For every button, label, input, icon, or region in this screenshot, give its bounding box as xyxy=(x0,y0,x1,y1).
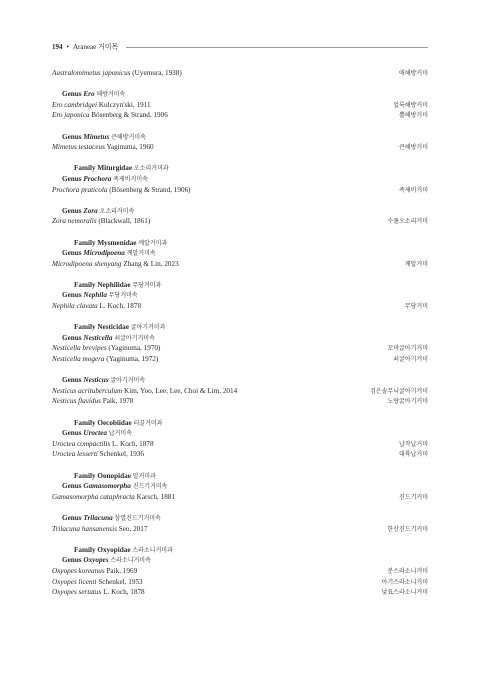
family-heading xyxy=(52,322,428,333)
family-label: Family xyxy=(74,545,96,554)
family-heading xyxy=(52,471,428,482)
species-author: Seo, 2017 xyxy=(118,524,148,533)
family-name: Nesticidae xyxy=(97,323,129,332)
genus-label: Genus xyxy=(62,206,82,215)
species-entry xyxy=(52,343,428,354)
genus-label: Genus xyxy=(62,174,82,183)
korean-name: 족제비거미 xyxy=(399,186,428,194)
genus-korean-name: 오소리거미속 xyxy=(99,207,135,215)
species-entry xyxy=(52,492,428,503)
species-citation xyxy=(52,588,145,596)
genus-korean-name: 무당거미속 xyxy=(108,292,138,300)
species-name: Oxyopes licenti xyxy=(52,577,97,586)
genus-label: Genus xyxy=(62,132,82,141)
family-korean-name: 오소리거미과 xyxy=(133,165,169,173)
species-entry xyxy=(52,396,428,407)
species-name: Ero japonica xyxy=(52,111,90,120)
genus-heading xyxy=(52,513,428,524)
genus-heading xyxy=(52,481,428,492)
species-author: Kulczyn'ski, 1911 xyxy=(98,100,151,109)
species-name: Oxyopes sertatus xyxy=(52,588,102,597)
genus-name: Zora xyxy=(83,206,98,215)
species-author: Bösenberg & Strand, 1906 xyxy=(91,111,168,120)
species-name: Mimetus testaceus xyxy=(52,143,105,152)
entry-spacer xyxy=(52,365,428,376)
species-name: Australomimetus japonicus xyxy=(52,69,131,77)
korean-name: 뿔해방거미 xyxy=(399,112,428,120)
species-citation xyxy=(52,493,175,501)
species-name: Nephila clavata xyxy=(52,302,98,311)
species-author: Paik, 1978 xyxy=(102,397,134,406)
genus-name: Mimetus xyxy=(83,132,110,141)
species-author: Schenkel, 1936 xyxy=(99,450,144,459)
species-citation xyxy=(52,397,133,405)
family-korean-name: 깨알거미과 xyxy=(138,239,168,247)
genus-korean-name: 스라소니거미속 xyxy=(110,557,151,565)
family-korean-name: 굴아기거미과 xyxy=(130,324,166,332)
page-header xyxy=(52,41,428,53)
species-citation xyxy=(52,344,160,352)
genus-heading xyxy=(52,89,428,100)
genus-label: Genus xyxy=(62,90,82,99)
genus-heading xyxy=(52,206,428,217)
family-name: Miturgidae xyxy=(97,164,133,173)
species-author: L. Koch, 1878 xyxy=(103,588,145,597)
genus-name: Nesticus xyxy=(83,376,109,385)
species-author: (Yaginuma, 1970) xyxy=(108,344,161,353)
entry-spacer xyxy=(52,227,428,238)
genus-label: Genus xyxy=(62,291,82,300)
species-entry xyxy=(52,185,428,196)
species-citation xyxy=(52,111,168,119)
korean-name: 대륙납거미 xyxy=(399,451,428,459)
species-author: Schenkel, 1953 xyxy=(98,577,143,586)
header-rule xyxy=(126,47,428,48)
entry-spacer xyxy=(52,195,428,206)
korean-name: 깨알거미 xyxy=(404,260,428,268)
genus-label: Genus xyxy=(62,333,82,342)
family-name: Mysmenidae xyxy=(97,238,137,247)
korean-name: 진드기거미 xyxy=(399,493,428,501)
genus-label: Genus xyxy=(62,376,82,385)
genus-heading xyxy=(52,555,428,566)
family-label: Family xyxy=(74,471,96,480)
korean-name: 수풀오소리거미 xyxy=(387,218,428,226)
korean-name: 아기스라소니거미 xyxy=(381,578,428,586)
korean-name: 꼬마굴아기거미 xyxy=(387,345,428,353)
species-entry xyxy=(52,110,428,121)
species-citation xyxy=(52,69,182,77)
family-korean-name: 스라소니거미과 xyxy=(132,546,173,554)
genus-heading xyxy=(52,428,428,439)
species-entry xyxy=(52,142,428,153)
family-name: Nephilidae xyxy=(97,280,131,289)
genus-korean-name: 해방거미속 xyxy=(96,91,126,99)
genus-korean-name: 큰해방거미속 xyxy=(111,133,146,141)
species-author: Karsch, 1881 xyxy=(136,492,175,501)
species-author: Yaginuma, 1960 xyxy=(106,143,154,152)
species-entry xyxy=(52,587,428,598)
entry-spacer xyxy=(52,79,428,90)
entry-spacer xyxy=(52,121,428,132)
species-name: Nesticella mogera xyxy=(52,355,105,364)
genus-name: Prochora xyxy=(83,174,112,183)
korean-name: 애해방거미 xyxy=(399,70,428,77)
species-name: Nesticella brevipes xyxy=(52,344,107,353)
entry-spacer xyxy=(52,460,428,471)
species-author: (Yaginuma, 1972) xyxy=(106,355,159,364)
entry-spacer xyxy=(52,153,428,164)
genus-heading xyxy=(52,248,428,259)
species-entry xyxy=(52,577,428,588)
genus-label: Genus xyxy=(62,556,82,565)
species-name: Gamasomorpha cataphracta xyxy=(52,492,135,501)
korean-name: 한산진드기거미 xyxy=(387,525,428,533)
species-name: Nesticus acrituberculum xyxy=(52,386,123,395)
korean-name: 큰해방거미 xyxy=(399,144,428,152)
family-heading xyxy=(52,238,428,249)
entry-spacer xyxy=(52,407,428,418)
species-entry xyxy=(52,386,428,397)
species-author: L. Koch, 1878 xyxy=(112,439,154,448)
species-entry xyxy=(52,301,428,312)
species-name: Ero cambridgei xyxy=(52,100,98,109)
family-label: Family xyxy=(74,280,96,289)
species-name: Uroctea compactilis xyxy=(52,439,111,448)
family-korean-name: 알거미과 xyxy=(132,472,156,480)
species-citation xyxy=(52,143,154,151)
genus-heading xyxy=(52,375,428,386)
species-author: (Blackwall, 1861) xyxy=(98,217,151,226)
family-heading xyxy=(52,418,428,429)
genus-label: Genus xyxy=(62,513,82,522)
genus-name: Gamasomorpha xyxy=(83,482,131,491)
species-name: Nesticus flavidus xyxy=(52,397,101,406)
species-name: Trilacuna hansanensis xyxy=(52,524,117,533)
species-author: Kim, Yoo, Lee, Lee, Choi & Lim, 2014 xyxy=(124,386,238,395)
running-title: Araneae 거미목 xyxy=(72,43,119,51)
genus-name: Nephila xyxy=(83,291,107,300)
korean-name: 무당거미 xyxy=(404,303,428,311)
family-name: Oxyopidae xyxy=(97,545,131,554)
species-citation xyxy=(52,450,144,458)
species-citation xyxy=(52,217,150,225)
species-citation xyxy=(52,101,151,109)
species-citation xyxy=(52,355,158,363)
family-label: Family xyxy=(74,238,96,247)
genus-korean-name: 납거미속 xyxy=(108,430,132,438)
page-number: 194 xyxy=(52,43,63,51)
genus-korean-name: 깨알거미속 xyxy=(126,250,156,258)
family-name: Oonopidae xyxy=(97,471,131,480)
genus-korean-name: 삼열진드기거미속 xyxy=(114,514,161,522)
species-name: Microdipoena shenyang xyxy=(52,259,122,268)
species-entry xyxy=(52,259,428,270)
species-citation xyxy=(52,440,154,448)
genus-korean-name: 쇠굴아기거미속 xyxy=(114,334,155,342)
genus-name: Microdipoena xyxy=(83,249,125,258)
species-citation xyxy=(52,260,179,268)
genus-korean-name: 족제비거미속 xyxy=(113,175,148,183)
genus-korean-name: 굴아기거미속 xyxy=(110,377,146,385)
family-label: Family xyxy=(74,164,96,173)
genus-heading xyxy=(52,333,428,344)
family-heading xyxy=(52,280,428,291)
family-heading xyxy=(52,545,428,556)
korean-name: 쇠굴아기거미 xyxy=(393,356,428,364)
species-author: (Bösenberg & Strand, 1906) xyxy=(109,185,191,194)
species-entry xyxy=(52,439,428,450)
genus-korean-name: 진드기거미속 xyxy=(132,483,168,491)
species-entry xyxy=(52,68,428,79)
entry-spacer xyxy=(52,502,428,513)
species-name: Prochora praticola xyxy=(52,185,108,194)
korean-name: 얼룩해방거미 xyxy=(393,101,428,109)
species-citation xyxy=(52,186,191,194)
species-entry xyxy=(52,449,428,460)
species-entry xyxy=(52,566,428,577)
genus-heading xyxy=(52,290,428,301)
species-name: Oxyopes koreanus xyxy=(52,566,105,575)
species-entry xyxy=(52,524,428,535)
species-author: (Uyemura, 1938) xyxy=(132,69,182,77)
family-heading xyxy=(52,163,428,174)
korean-name: 납작납거미 xyxy=(399,440,428,448)
genus-name: Uroctea xyxy=(83,429,107,438)
genus-name: Nesticella xyxy=(83,333,113,342)
species-entry xyxy=(52,100,428,111)
species-entry xyxy=(52,354,428,365)
header-separator: • xyxy=(66,43,69,51)
family-korean-name: 티끌거미과 xyxy=(133,419,163,427)
entry-spacer xyxy=(52,312,428,323)
genus-heading xyxy=(52,174,428,185)
species-citation xyxy=(52,525,147,533)
species-author: Zhang & Lin, 2023 xyxy=(123,259,179,268)
taxon-list xyxy=(52,68,428,598)
genus-name: Trilacuna xyxy=(83,513,113,522)
species-citation xyxy=(52,387,237,395)
species-name: Zora nemoralis xyxy=(52,217,97,226)
family-name: Oecobiidae xyxy=(97,418,132,427)
family-korean-name: 무당거미과 xyxy=(132,281,162,289)
species-entry xyxy=(52,216,428,227)
species-citation xyxy=(52,567,137,575)
species-author: L. Koch, 1878 xyxy=(99,302,142,311)
genus-name: Ero xyxy=(83,90,95,99)
genus-label: Genus xyxy=(62,249,82,258)
species-author: Paik, 1969 xyxy=(106,566,138,575)
family-label: Family xyxy=(74,418,96,427)
genus-label: Genus xyxy=(62,429,82,438)
family-label: Family xyxy=(74,323,96,332)
species-citation xyxy=(52,578,143,586)
species-citation xyxy=(52,302,141,310)
korean-name: 노랑굴아기거미 xyxy=(387,398,428,406)
korean-name: 분스라소니거미 xyxy=(387,567,428,575)
entry-spacer xyxy=(52,269,428,280)
genus-name: Oxyopes xyxy=(83,556,109,565)
entry-spacer xyxy=(52,534,428,545)
genus-heading xyxy=(52,132,428,143)
genus-label: Genus xyxy=(62,482,82,491)
species-name: Uroctea lesserti xyxy=(52,450,98,459)
korean-name: 검은솔무늬굴아기거미 xyxy=(370,387,428,395)
korean-name: 낯표스라소니거미 xyxy=(381,589,428,597)
